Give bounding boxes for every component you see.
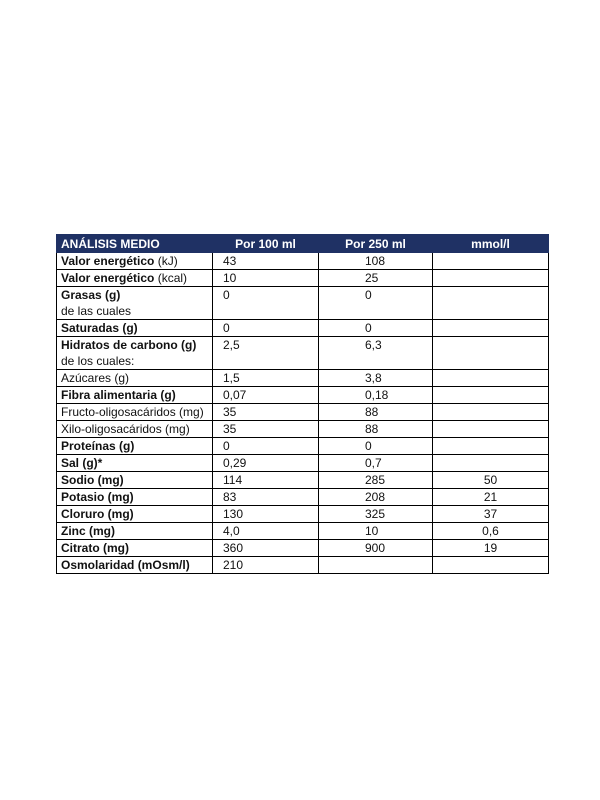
value-mmol: [433, 557, 549, 574]
value-mmol: [433, 404, 549, 421]
value-mmol: [433, 253, 549, 270]
value-mmol: 19: [433, 540, 549, 557]
value-per-250ml: 6,3: [319, 337, 433, 370]
value-mmol: [433, 320, 549, 337]
table-row: [57, 506, 549, 523]
row-label: [57, 489, 213, 506]
value-mmol: [433, 370, 549, 387]
value-mmol: [433, 438, 549, 455]
row-label: [57, 287, 213, 320]
row-label-text: Zinc (mg): [61, 524, 115, 538]
value-per-250ml: 0: [319, 438, 433, 455]
value-per-100ml: 4,0: [213, 523, 319, 540]
value-mmol: [433, 337, 549, 370]
value-mmol: [433, 421, 549, 438]
row-label-text: Citrato (mg): [61, 541, 129, 555]
value-mmol: [433, 455, 549, 472]
row-label-text: Hidratos de carbono (g): [61, 338, 197, 352]
value-per-100ml: 2,5: [213, 337, 319, 370]
row-label: [57, 557, 213, 574]
row-label-text: Osmolaridad (mOsm/l): [61, 558, 190, 572]
row-label: [57, 506, 213, 523]
header-per-250ml: Por 250 ml: [319, 235, 433, 253]
value-per-100ml: 0: [213, 438, 319, 455]
row-label: [57, 337, 213, 370]
value-per-100ml: 35: [213, 404, 319, 421]
table-row: [57, 489, 549, 506]
value-per-250ml: 88: [319, 421, 433, 438]
table-row: [57, 287, 549, 320]
row-label: [57, 523, 213, 540]
row-label-text: Saturadas (g): [61, 321, 138, 335]
value-per-250ml: 0,7: [319, 455, 433, 472]
value-per-250ml: 325: [319, 506, 433, 523]
value-per-100ml: 0,07: [213, 387, 319, 404]
row-label-text: Potasio (mg): [61, 490, 134, 504]
table-row: [57, 337, 549, 370]
value-per-250ml: 10: [319, 523, 433, 540]
table-row: [57, 370, 549, 387]
value-per-100ml: 0,29: [213, 455, 319, 472]
row-label-unit: (kcal): [154, 271, 188, 285]
table-row: [57, 438, 549, 455]
value-per-250ml: 25: [319, 270, 433, 287]
row-label-subtext: de las cuales: [61, 304, 132, 318]
row-label: [57, 438, 213, 455]
value-per-100ml: 0: [213, 320, 319, 337]
value-per-100ml: 35: [213, 421, 319, 438]
row-label: [57, 404, 213, 421]
value-per-100ml: 1,5: [213, 370, 319, 387]
row-label-text: Azúcares (g): [61, 371, 130, 385]
value-per-250ml: 88: [319, 404, 433, 421]
value-per-250ml: 208: [319, 489, 433, 506]
row-label-text: Xilo-oligosacáridos (mg): [61, 422, 190, 436]
value-mmol: [433, 387, 549, 404]
row-label: [57, 320, 213, 337]
value-per-100ml: 210: [213, 557, 319, 574]
row-label-unit: (kJ): [154, 254, 178, 268]
row-label-text: Fructo-oligosacáridos (mg): [61, 405, 204, 419]
row-label: [57, 370, 213, 387]
row-label-text: Valor energético: [61, 271, 155, 285]
table-row: [57, 320, 549, 337]
row-label-text: Valor energético: [61, 254, 155, 268]
table-row: [57, 557, 549, 574]
value-per-100ml: 0: [213, 287, 319, 320]
value-mmol: [433, 287, 549, 320]
table-row: [57, 455, 549, 472]
value-per-250ml: 3,8: [319, 370, 433, 387]
value-per-100ml: 114: [213, 472, 319, 489]
value-per-250ml: 0,18: [319, 387, 433, 404]
value-per-250ml: 285: [319, 472, 433, 489]
row-label: [57, 540, 213, 557]
header-analysis: ANÁLISIS MEDIO: [57, 235, 213, 253]
row-label-text: Proteínas (g): [61, 439, 135, 453]
value-per-100ml: 130: [213, 506, 319, 523]
value-per-100ml: 360: [213, 540, 319, 557]
row-label: [57, 421, 213, 438]
table-row: [57, 421, 549, 438]
table-row: [57, 540, 549, 557]
value-mmol: [433, 270, 549, 287]
table-row: [57, 472, 549, 489]
row-label-text: Cloruro (mg): [61, 507, 134, 521]
row-label: [57, 253, 213, 270]
value-per-250ml: 0: [319, 320, 433, 337]
row-label-text: Sodio (mg): [61, 473, 124, 487]
value-mmol: 21: [433, 489, 549, 506]
row-label: [57, 472, 213, 489]
header-per-100ml: Por 100 ml: [213, 235, 319, 253]
row-label: [57, 387, 213, 404]
value-mmol: 50: [433, 472, 549, 489]
value-per-250ml: 900: [319, 540, 433, 557]
row-label-subtext: de los cuales:: [61, 354, 135, 368]
value-per-250ml: 108: [319, 253, 433, 270]
table-row: [57, 387, 549, 404]
table-body: [57, 253, 549, 574]
row-label-text: Sal (g)*: [61, 456, 103, 470]
value-mmol: 0,6: [433, 523, 549, 540]
row-label-text: Fibra alimentaria (g): [61, 388, 176, 402]
nutrition-analysis-table: [56, 234, 549, 574]
value-per-250ml: 0: [319, 287, 433, 320]
row-label: [57, 270, 213, 287]
table-row: [57, 404, 549, 421]
table-row: [57, 253, 549, 270]
header-mmol: mmol/l: [433, 235, 549, 253]
value-per-250ml: [319, 557, 433, 574]
value-per-100ml: 83: [213, 489, 319, 506]
value-mmol: 37: [433, 506, 549, 523]
table-row: [57, 523, 549, 540]
table-header-row: [57, 235, 549, 253]
value-per-100ml: 43: [213, 253, 319, 270]
row-label: [57, 455, 213, 472]
table-row: [57, 270, 549, 287]
row-label-text: Grasas (g): [61, 288, 121, 302]
value-per-100ml: 10: [213, 270, 319, 287]
